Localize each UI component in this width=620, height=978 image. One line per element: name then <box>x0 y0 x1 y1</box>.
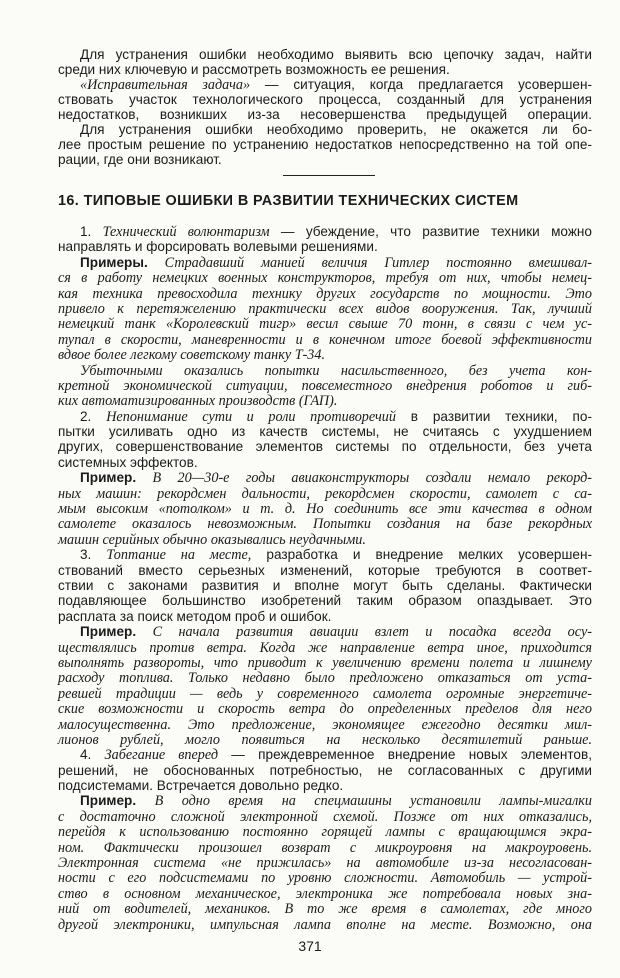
italic-text-run: ство в основном механическое, электроника же потребовала новых зна- <box>58 885 592 902</box>
page-number: 371 <box>298 938 322 954</box>
text-run: пытки усиливать одно из качеств системы, не считаясь с ухудшением <box>58 424 592 440</box>
text-line <box>58 655 592 670</box>
italic-text-run: ности с его подсистемами по уровню сложности. Автомобиль — устрой- <box>58 870 592 887</box>
text-line <box>58 886 592 901</box>
paragraph <box>58 409 592 471</box>
italic-text-run: кретной экономической ситуации, повсеместного внедрения роботов и гиб- <box>58 377 592 394</box>
text-line <box>58 624 592 639</box>
text-line <box>58 107 592 122</box>
italic-text-run: В одно время на спецмашины установили лампы-мигалки <box>136 793 592 810</box>
text-line <box>58 840 592 855</box>
text-run: 4. <box>80 747 105 763</box>
italic-text-run: самолете оказалось невозможным. Попытки создания на базе рекордных <box>58 516 592 533</box>
bold-text-run: Пример. <box>80 624 137 640</box>
italic-text-run: С начала развития авиации взлет и посадка всегда осу- <box>136 624 592 641</box>
text-line <box>58 62 592 77</box>
text-line <box>58 563 592 578</box>
italic-text-run: с достаточно сложной электронной схемой. Позже от них отказались, <box>58 808 592 825</box>
text-line <box>58 870 592 885</box>
text-line <box>58 824 592 839</box>
paragraph <box>58 793 592 932</box>
text-line <box>58 732 592 747</box>
text-run: 1. <box>80 224 103 239</box>
text-run: лее простым решение по устранению недостатков непосредственно на той опе- <box>58 137 592 152</box>
text-run: 3. <box>80 547 107 563</box>
text-line <box>58 122 592 137</box>
italic-text-run: кая техника превосходила технику других государств по мощности. Это <box>58 285 592 302</box>
italic-text-run: вдвое более легкому советскому танку Т-34. <box>58 347 326 364</box>
italic-text-run: ных машин: рекордсмен дальности, рекордсмен скорости, самолет с са- <box>58 485 592 502</box>
text-line <box>58 778 592 793</box>
italic-text-run: лионов рублей, могло появиться на несколько десятилетий раньше. <box>58 731 592 748</box>
text-line <box>58 809 592 824</box>
text-line <box>58 92 592 107</box>
text-run: ствии с законами развития и вполне могут быть сделаны. Фактически <box>58 577 592 593</box>
text-line <box>58 686 592 701</box>
text-run: решений, не обоснованных потребностью, не согласованных с другими <box>58 762 592 778</box>
text-line <box>58 701 592 716</box>
text-line <box>58 439 592 454</box>
text-run: — убеждение, что развитие техники можно <box>269 224 592 239</box>
paragraph <box>58 224 592 255</box>
italic-text-run: ся в работу немецких военных конструкторов, требуя от них, чтобы немец- <box>58 270 592 287</box>
text-line <box>58 793 592 808</box>
paragraph <box>58 255 592 363</box>
text-run: Для устранения ошибки необходимо проверить, не окажется ли бо- <box>80 122 592 137</box>
italic-text-run: ские возможности и скорость ветра до определенных пределов для него <box>58 701 592 718</box>
text-line <box>58 378 592 393</box>
text-run: системных эффектов. <box>58 454 198 470</box>
text-line <box>58 255 592 270</box>
text-line <box>58 501 592 516</box>
text-line <box>58 137 592 152</box>
text-line <box>58 609 592 624</box>
text-run: ствовать участок технологического процесса, созданный для устранения <box>58 92 592 107</box>
text-line <box>58 286 592 301</box>
italic-text-run: привело к перетяжелению практически всех видов вооружения. Так, лучший <box>58 300 592 317</box>
italic-text-run: машин серийных обычно оказывались неудачными. <box>58 531 366 548</box>
text-line <box>58 747 592 762</box>
text-line <box>58 224 592 239</box>
text-line <box>58 409 592 424</box>
italic-text-run: «Исправительная задача» <box>80 77 251 93</box>
text-line <box>58 516 592 531</box>
text-line <box>58 363 592 378</box>
text-line <box>58 301 592 316</box>
text-line <box>58 347 592 362</box>
paragraph <box>58 624 592 747</box>
text-run: Для устранения ошибки необходимо выявить всю цепочку задач, найти <box>80 47 592 62</box>
text-line <box>58 855 592 870</box>
text-line <box>58 316 592 331</box>
italic-text-run: ществлялись против ветра. Когда же направление ветра иное, приходится <box>58 639 592 656</box>
text-line <box>58 424 592 439</box>
italic-text-run: другой электроники, импульсная лампа вполне на месте. Возможно, она <box>58 916 592 933</box>
italic-text-run: Непонимание сути и роли противоречий <box>106 408 396 425</box>
text-run: рации, где они возникают. <box>58 152 222 167</box>
italic-text-run: выполнять развороты, что приводит к увеличению времени полета и лишнему <box>58 654 592 671</box>
text-run: среди них ключевую и рассмотреть возможность ее решения. <box>58 62 450 77</box>
italic-text-run: ний от водителей, механиков. В то же время в самолетах, где много <box>58 901 592 918</box>
italic-text-run: немецкий танк «Королевский тигр» весил свыше 70 тонн, в связи с чем ус- <box>58 316 592 333</box>
text-run: — ситуация, когда предлагается усовершен- <box>250 77 592 92</box>
italic-text-run: мым высоким «потолком» и т. д. Но соединить все эти качества в одном <box>58 501 592 518</box>
text-line <box>58 670 592 685</box>
italic-text-run: перейдя к использованию постоянно горящей лампы с вращающимся экра- <box>58 824 592 841</box>
section-separator <box>283 175 375 176</box>
text-line <box>58 77 592 92</box>
text-line <box>58 640 592 655</box>
text-line <box>58 455 592 470</box>
italic-text-run: Забегание вперед <box>104 747 219 764</box>
text-run: расплата за поиск методом проб и ошибок. <box>58 608 332 624</box>
italic-text-run: Электронная система «не прижилась» на автомобиле из-за несогласован- <box>58 855 592 872</box>
paragraph <box>58 747 592 793</box>
italic-text-run: тупал в скорости, маневренности и в конечном итоге боевой эффективности <box>58 331 592 348</box>
text-run: подсистемами. Встречается довольно редко. <box>58 778 344 794</box>
text-line <box>58 901 592 916</box>
italic-text-run: ревшей традиции — ведь у современного самолета огромные энергетиче- <box>58 685 592 702</box>
italic-text-run: Страдавший манией величия Гитлер постоянно вмешивал- <box>147 254 592 271</box>
text-line <box>58 47 592 62</box>
text-run: 2. <box>80 408 107 424</box>
italic-text-run: ном. Фактически произошел возврат с микроуровня на макроуровень. <box>58 839 592 856</box>
paragraph <box>58 77 592 122</box>
text-line <box>58 393 592 408</box>
intro-text <box>58 47 592 167</box>
section-body <box>58 224 592 932</box>
text-run: подавляющее большинство изобретений таким образом опаздывает. Это <box>58 593 592 609</box>
paragraph <box>58 47 592 77</box>
paragraph <box>58 122 592 167</box>
paragraph <box>58 470 592 547</box>
text-run: направлять и форсировать волевыми решениями. <box>58 239 378 255</box>
text-line <box>58 532 592 547</box>
paragraph <box>58 363 592 409</box>
text-line <box>58 470 592 485</box>
italic-text-run: расходу топлива. Только недавно было предложено отказаться от уста- <box>58 670 592 687</box>
text-run: разработка и внедрение мелких усовершен- <box>251 547 592 563</box>
italic-text-run: В 20—30-е годы авиаконструкторы создали немало рекорд- <box>136 470 592 487</box>
italic-text-run: малосущественна. Это предложение, экономящее ежегодно десятки мил- <box>58 716 592 733</box>
text-line <box>58 239 592 254</box>
italic-text-run: Топтание на месте, <box>106 547 252 564</box>
text-line <box>58 270 592 285</box>
text-run: в развитии техники, по- <box>395 408 592 424</box>
text-line <box>58 917 592 932</box>
text-line <box>58 547 592 562</box>
text-line <box>58 717 592 732</box>
paragraph <box>58 547 592 624</box>
text-run: других, совершенствование элементов системы по отдельности, без учета <box>58 439 592 455</box>
bold-text-run: Пример. <box>80 470 137 486</box>
italic-text-run: Убыточными оказались попытки насильственного, без учета кон- <box>80 362 592 379</box>
text-line <box>58 486 592 501</box>
text-line <box>58 152 592 167</box>
italic-text-run: ких автоматизированных производств (ГАП). <box>58 393 338 410</box>
text-line <box>58 578 592 593</box>
text-line <box>58 332 592 347</box>
bold-text-run: Примеры. <box>80 254 148 270</box>
bold-text-run: Пример. <box>80 793 137 809</box>
text-line <box>58 593 592 608</box>
text-line <box>58 763 592 778</box>
section-heading: 16. ТИПОВЫЕ ОШИБКИ В РАЗВИТИИ ТЕХНИЧЕСКИХ СИСТЕМ <box>58 193 519 209</box>
text-run: недостатков, возникших из-за несовершенства предыдущей операции. <box>58 107 592 122</box>
text-run: ствований вместо серьезных изменений, которые требуются в соответ- <box>58 562 592 578</box>
text-run: — преждевременное внедрение новых элементов, <box>218 747 592 763</box>
italic-text-run: Технический волюнтаризм <box>102 224 270 240</box>
